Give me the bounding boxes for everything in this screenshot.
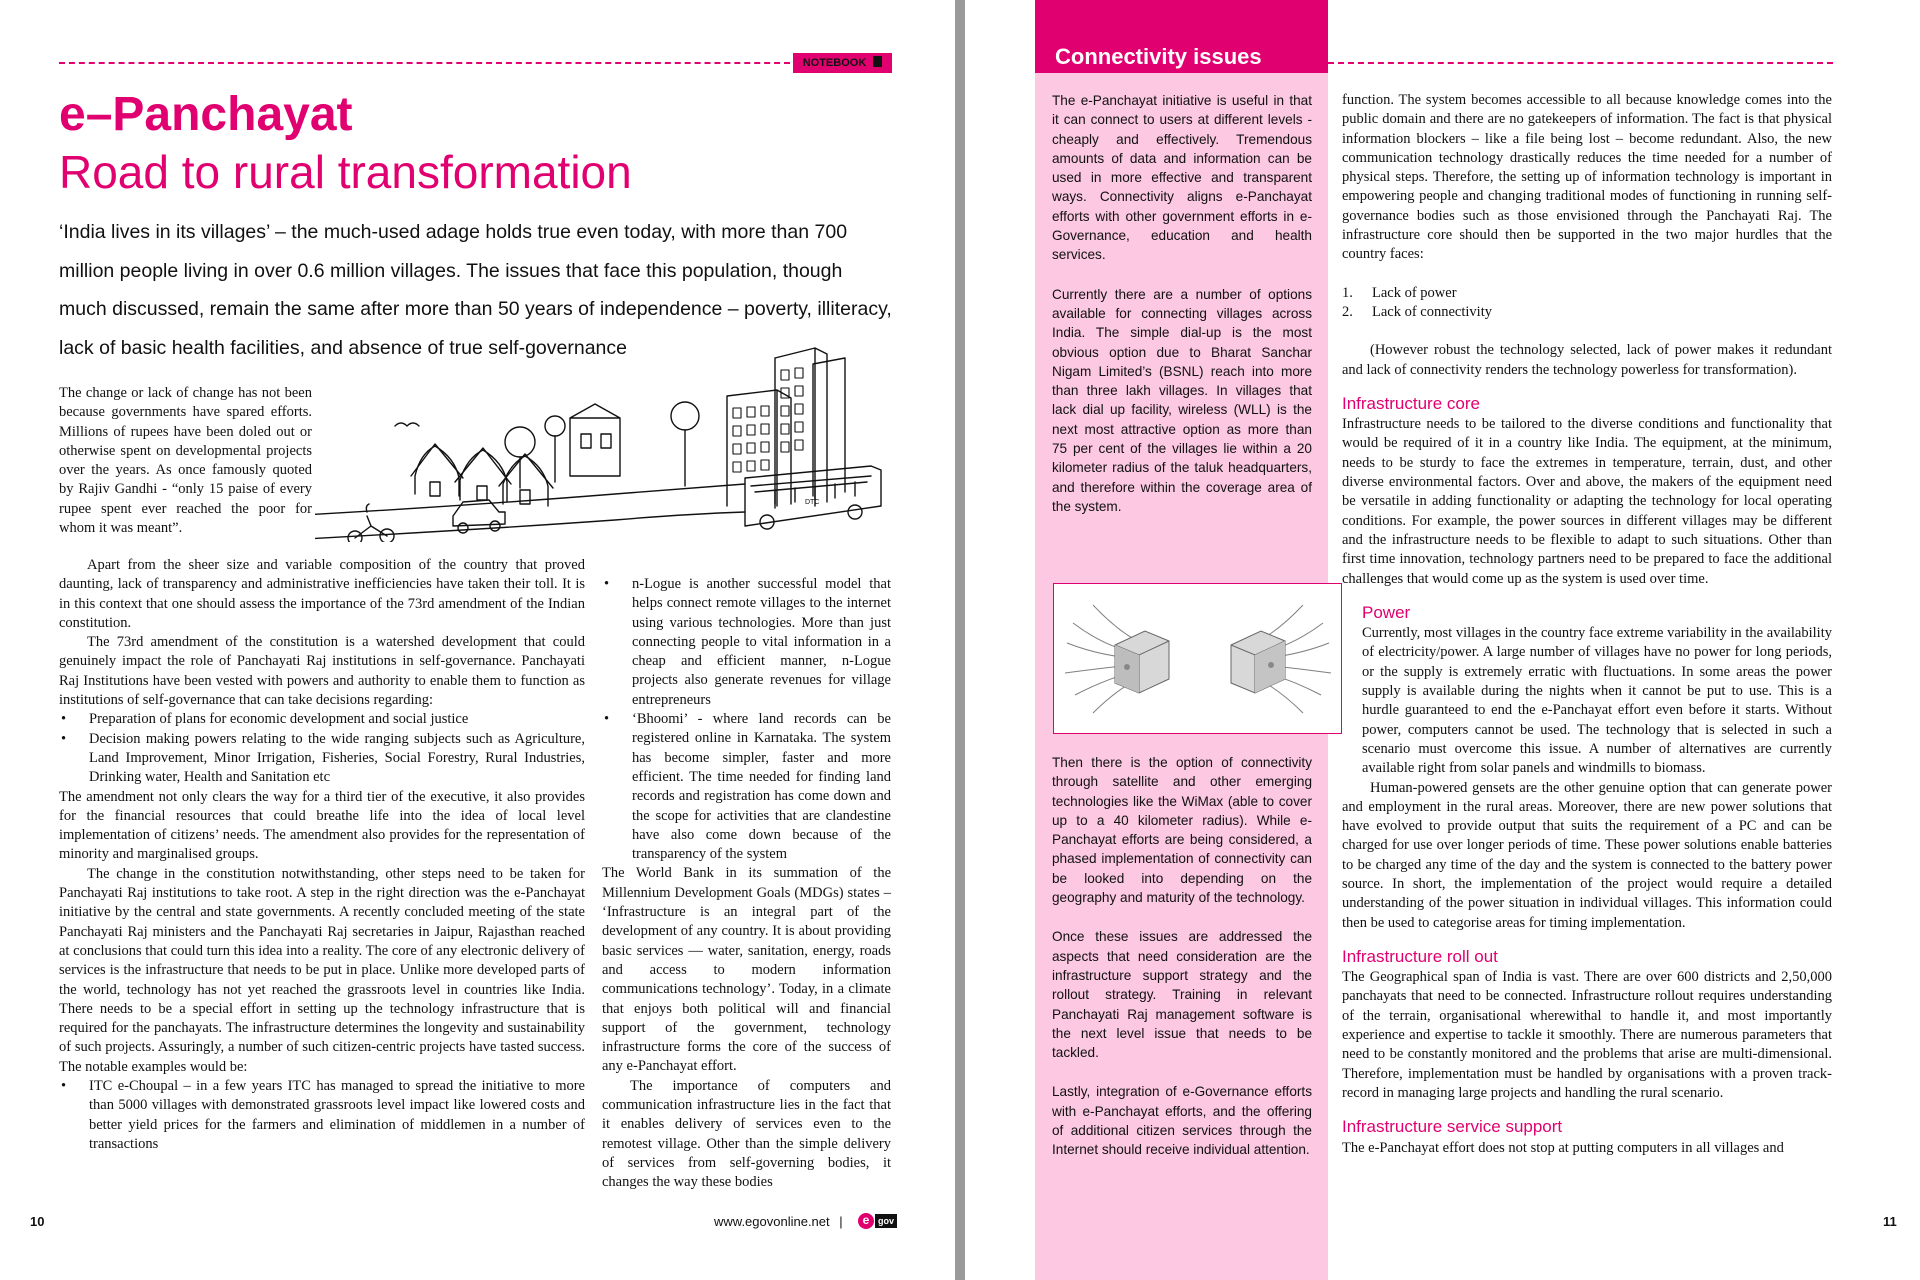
sidebar-paragraph-3: Then there is the option of connectivity through satellite and other emerging technologies like the WiMax (able to cover up to a 40 kilometer radius). While e-Panchayat efforts are being considered, a phased implementation of connectivity can be looked into depending on the geography and maturity of the technology. (1052, 755, 1312, 906)
list-number: 2. (1342, 303, 1353, 320)
notebook-tag-label: NOTEBOOK (802, 57, 867, 69)
intro-column-text: The change or lack of change has not been because governments have spared efforts. Millions of rupees have been doled out or otherwise spent on developmental projects over the years. As once famously quoted by Rajiv Gandhi - “only 15 paise of every rupee spent ever reached the poor for whom it was meant”. (59, 385, 312, 537)
main-paragraph-6: The Geographical span of India is vast. There are over 600 districts and 2,50,000 panchayats that need to be connected. Infrastructure rollout requires understanding of the terrain, organisational wherewithal to handle it, and most importantly experience and expertise to tackle it smoothly. There are numerous parameters that need to be constantly monitored and the problems that arise are multi-dimensional. Therefore, implementation must be handled by organisations with a proven track-record in managing large projects and handling the rural scenario. (1342, 969, 1832, 1101)
heading-infrastructure-core: Infrastructure core (1342, 393, 1480, 413)
heading-infrastructure-roll-out: Infrastructure roll out (1342, 946, 1498, 966)
col2-bullet-list (602, 575, 891, 864)
list-text: Lack of power (1372, 284, 1457, 301)
main-paragraph-3: Infrastructure needs to be tailored to the diverse conditions and functionality that would be required of it in a country like India. The equipment, at the minimum, needs to be sturdy to face the extremes in temperature, terrain, dust, and other diverse environmental factors. Over and above, the makers of the equipment need be versatile in adding functionality or adapting the technology for local operating conditions. For example, the power sources in different villages may be different and the infrastructure needs to be flexible to adapt to such situations. Other than first time innovation, technology partners need to be prepared to face the additional challenges that would come up as the system is used over time. (1342, 416, 1832, 587)
list-item (1342, 284, 1832, 303)
sidebar-paragraph-5: Lastly, integration of e-Governance efforts with e-Panchayat efforts, and the offering of additional citizen services through the Internet should receive individual attention. (1052, 1084, 1312, 1158)
sidebar-paragraph-2: Currently there are a number of options available for connecting villages across India. The simple dial-up is the most obvious option due to Bharat Sanchar Nigam Limited’s (BSNL) reach into more than three lakh villages. In villages that lack dial up facility, wireless (WLL) is the next most attractive option as more than 75 per cent of the villages lie within a 20 kilometer radius of the taluk headquarters, and therefore within the coverage area of the system. (1052, 286, 1312, 514)
footer-url (714, 1214, 849, 1229)
col1-paragraph-2: The 73rd amendment of the constitution is a watershed development that could genuinely impact the role of Panchayati Raj institutions in self-governance. Panchayati Raj Institutions have been vested with powers and authority to enable them to function as institutions of self-governance that can take decisions regarding: (59, 634, 585, 709)
footer-url-text: www.egovonline.net (714, 1214, 830, 1229)
col1-paragraph-1: Apart from the sheer size and variable composition of the country that proved daunting, lack of transparency and administrative inefficiencies have taken their toll. It is in this context that one should assess the importance of the 73rd amendment of the Indian constitution. (59, 557, 585, 631)
egov-logo (858, 1213, 897, 1229)
article-subtitle: Road to rural transformation (59, 146, 632, 198)
right-main-column (1342, 91, 1832, 1158)
page-number-left: 10 (30, 1214, 45, 1229)
list-item: • ITC e-Choupal – in a few years ITC has managed to spread the initiative to more than 5000 villages with demonstrated grassroots level impact like lowered costs and better yield prices for the farmers and elimination of middlemen in a number of transactions (89, 1077, 585, 1154)
header-dashed-rule (1328, 62, 1833, 64)
col2-paragraph-2: The importance of computers and communication infrastructure lies in the fact that it enables delivery of services even to the remotest village. Other than the simple delivery of services from self-governing bodies, it changes the way these bodies (602, 1077, 891, 1191)
intro-paragraph: ‘India lives in its villages’ – the much-used adage holds true even today, with more than 700 million people living in over 0.6 million villages. The issues that face this population, though much discussed, remain the same after more than 50 years of independence – poverty, illiteracy, lack of basic health facilities, and absence of true self-governance (59, 221, 892, 359)
notebook-tag (793, 53, 892, 73)
list-item: • n-Logue is another successful model that helps connect remote villages to the internet using various technologies. More than just connecting people to vital information in a cheap and efficient manner, n-Logue projects also generate revenues for village entrepreneurs (632, 575, 891, 710)
list-item: • Decision making powers relating to the wide ranging subjects such as Agriculture, Land Improvement, Minor Irrigation, Fisheries, Social Forestry, Rural Industries, Drinking water, Health and Sanitation etc (89, 730, 585, 788)
main-paragraph-4: Currently, most villages in the country face extreme variability in the availability of electricity/power. A large number of villages have no power for long periods, or the supply is extremely erratic with fluctuations. In some areas the power supply is available during the nights when it cannot be put to use. This is a hurdle guaranteed to end the e-Panchayat effort even before it starts. Without power, computers cannot be used. The technology that is selected in such a scenario must overcome this issue. A number of alternatives are currently available right from solar panels and windmills to biomass. (1362, 625, 1832, 777)
list-number: 1. (1342, 284, 1353, 301)
heading-infrastructure-service-support: Infrastructure service support (1342, 1117, 1563, 1137)
col1-bullet-list-1 (59, 710, 585, 787)
sidebar-text-bottom (1052, 753, 1312, 1180)
col2-paragraph-1: The World Bank in its summation of the Millennium Development Goals (MDGs) states – ‘Infrastructure is an integral part of the development of any country. It is about providing basic services — water, sanitation, energy, roads and access to modern information communications technology’. Today, in a climate that enjoys both political will and financial support of the government, technology infrastructure forms the core of the success of any e-Panchayat effort. (602, 865, 891, 1075)
right-page (965, 0, 1920, 1280)
page-number-right: 11 (1883, 1214, 1897, 1229)
col1-paragraph-3: The amendment not only clears the way for a third tier of the executive, it also provides for the financial resources that could breathe life into the idea of local level implementation of citizens’ needs. The amendment also provides for the representation of minority and marginalised groups. (59, 788, 585, 863)
power-section (1342, 603, 1832, 779)
heading-power: Power (1362, 602, 1411, 622)
article-title: e–Panchayat (59, 88, 353, 141)
list-item: • ‘Bhoomi’ - where land records can be registered online in Karnataka. The system has become simpler, faster and more efficient. The time needed for finding land records and registration has come down and the scope for activities that are clandestine have also come down because of the transparency of the system (632, 710, 891, 864)
main-paragraph-7: The e-Panchayat effort does not stop at putting computers in all villages and (1342, 1139, 1784, 1156)
hurdles-list (1342, 284, 1832, 323)
bus-sign-text: DTC (805, 499, 820, 506)
sidebar-paragraph-4: Once these issues are addressed the aspects that need consideration are the infrastructure support strategy and the rollout strategy. Training in relevant Panchayati Raj management software is the next level issue that needs to be tackled. (1052, 929, 1312, 1061)
header-dashed-rule (59, 62, 790, 64)
main-paragraph-2: (However robust the technology selected, lack of power makes it redundant and lack of connectivity renders the technology powerless for transformation). (1342, 342, 1832, 378)
sidebar-paragraph-1: The e-Panchayat initiative is useful in that it can connect to users at different levels - cheaply and effectively. Tremendous amounts of data and information can be used in more effective and transparent ways. Connectivity aligns e-Panchayat efforts with other government efforts in e-Governance, education and health services. (1052, 93, 1312, 263)
list-item: • Preparation of plans for economic development and social justice (89, 710, 585, 729)
list-item (1342, 303, 1832, 322)
main-paragraph-5: Human-powered gensets are the other genuine option that can generate power and employment in the rural areas. Moreover, there are new power solutions that have evolved to provide output that suits the requirement of a PC and can be charged for use over longer periods of time. These power solutions enable batteries to be charged any time of the day and the system is connected to the battery power source. In short, the implementation of the project would require a detailed understanding of the power situation in individual villages. This information could then be used to categorise areas for timing implementation. (1342, 779, 1832, 931)
sidebar-text-top (1052, 91, 1312, 536)
col1-paragraph-4: The change in the constitution notwithstanding, other steps need to be taken for Panchayati Raj institutions to take root. A step in the right direction was the e-Panchayat initiative by the central and state governments. A recently concluded meeting of the state Panchayati Raj ministers and the Panchayati Raj secretaries in Jaipur, Rajasthan reached at conclusions that could turn this idea into a reality. The core of any electronic delivery of services is the infrastructure that needs to be put in place. Unlike more developed parts of the world, technology has not yet reached the grassroots level in countries like India. There needs to be a special effort in setting up the technology infrastructure that is required for the panchayats. The infrastructure determines the longevity and sustainability of such projects. Assuringly, a number of such citizen-centric projects have tasted success. The notable examples would be: (59, 865, 585, 1075)
left-page (0, 0, 955, 1280)
list-text: Lack of connectivity (1372, 303, 1492, 320)
col1-bullet-list-2 (59, 1077, 585, 1154)
footer-separator: | (839, 1214, 843, 1229)
article-column-2 (602, 575, 891, 1193)
village-illustration (315, 316, 895, 542)
sidebar-header (1035, 0, 1328, 73)
article-column-1 (59, 556, 585, 1154)
connectivity-image (1053, 583, 1342, 734)
logo-gov-mark: gov (875, 1214, 897, 1228)
logo-e-mark: e (858, 1213, 874, 1229)
sidebar-heading: Connectivity issues (1055, 44, 1262, 69)
main-paragraph-1: function. The system becomes accessible to all because knowledge comes into the public domain and there are no gatekeepers of information. The fact is that physical information blockers – like a file being lost – become redundant. Also, the new communication technology drastically reduces the time needed for a number of physical steps. Therefore, the setting up of information technology is important in empowering people and changing traditional modes of functioning in running self-governance bodies such as those envisioned through the Panchayati Raj. The infrastructure core should then be supported in the two major hurdles that the country faces: (1342, 92, 1832, 263)
square-icon (873, 56, 882, 67)
